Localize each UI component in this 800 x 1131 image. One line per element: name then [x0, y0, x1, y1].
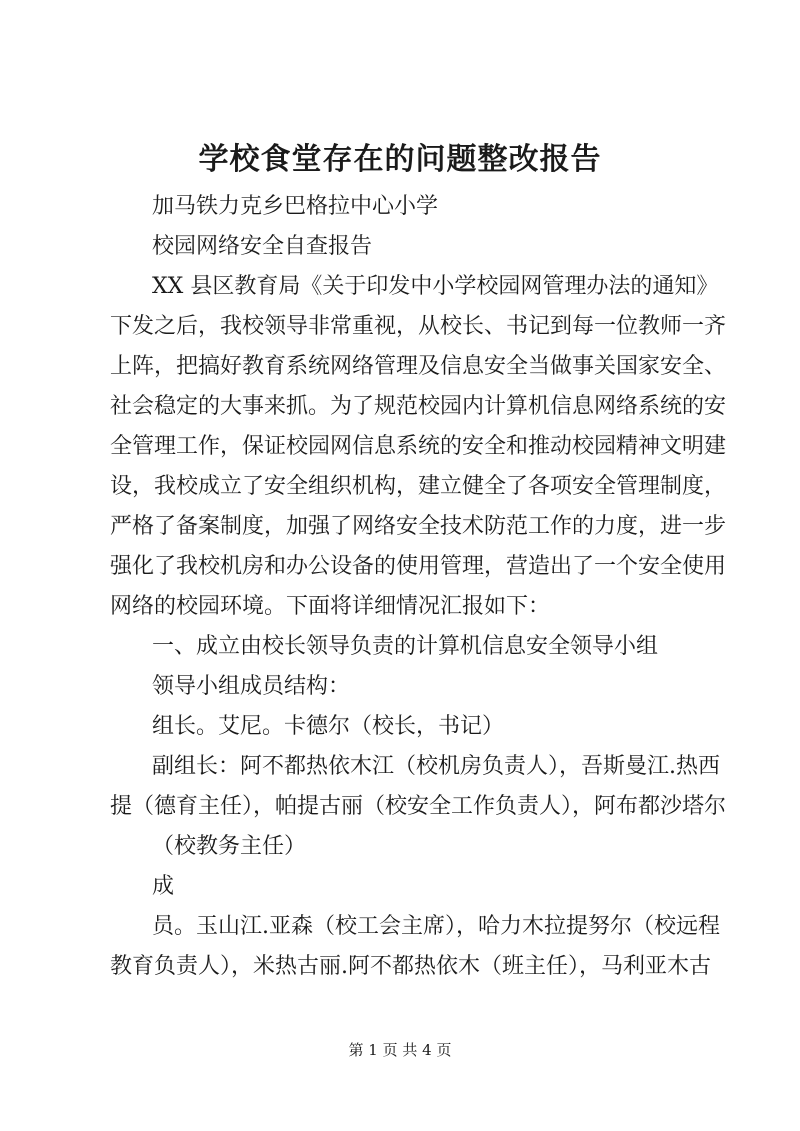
body-line: 下发之后，我校领导非常重视，从校长、书记到每一位教师一齐: [110, 314, 727, 339]
body-line: 严格了备案制度，加强了网络安全技术防范工作的力度，进一步: [110, 514, 727, 539]
body-line: 设，我校成立了安全组织机构，建立健全了各项安全管理制度，: [110, 474, 727, 499]
body-line: 网络的校园环境。下面将详细情况汇报如下：: [110, 594, 551, 619]
body-line: 社会稳定的大事来抓。为了规范校园内计算机信息网络系统的安: [110, 394, 727, 419]
body-line: 教育负责人），米热古丽.阿不都热依木（班主任），马利亚木古: [110, 954, 711, 979]
body-line: 强化了我校机房和办公设备的使用管理，营造出了一个安全使用: [110, 554, 727, 579]
body-line: 领导小组成员结构：: [152, 674, 351, 699]
body-line: 组长。艾尼。卡德尔（校长，书记）: [152, 714, 505, 739]
document-title: 学校食堂存在的问题整改报告: [198, 142, 602, 177]
body-line: XX 县区教育局《关于印发中小学校园网管理办法的通知》: [152, 274, 719, 299]
body-line: 上阵，把搞好教育系统网络管理及信息安全当做事关国家安全、: [110, 354, 727, 379]
body-line: 全管理工作，保证校园网信息系统的安全和推动校园精神文明建: [110, 434, 727, 459]
body-line: （校教务主任）: [152, 834, 307, 859]
section-heading: 一、成立由校长领导负责的计算机信息安全领导小组: [152, 634, 659, 659]
body-line: 成: [152, 874, 175, 899]
body-line: 提（德育主任），帕提古丽（校安全工作负责人），阿布都沙塔尔: [110, 794, 727, 819]
body-line: 员。玉山江.亚森（校工会主席），哈力木拉提努尔（校远程: [152, 914, 720, 939]
page-number-footer: 第 1 页 共 4 页: [348, 1041, 452, 1059]
report-subtitle-line: 校园网络安全自查报告: [152, 234, 373, 259]
school-name-line: 加马铁力克乡巴格拉中心小学: [152, 194, 439, 219]
body-line: 副组长：阿不都热依木江（校机房负责人），吾斯曼江.热西: [152, 754, 720, 779]
